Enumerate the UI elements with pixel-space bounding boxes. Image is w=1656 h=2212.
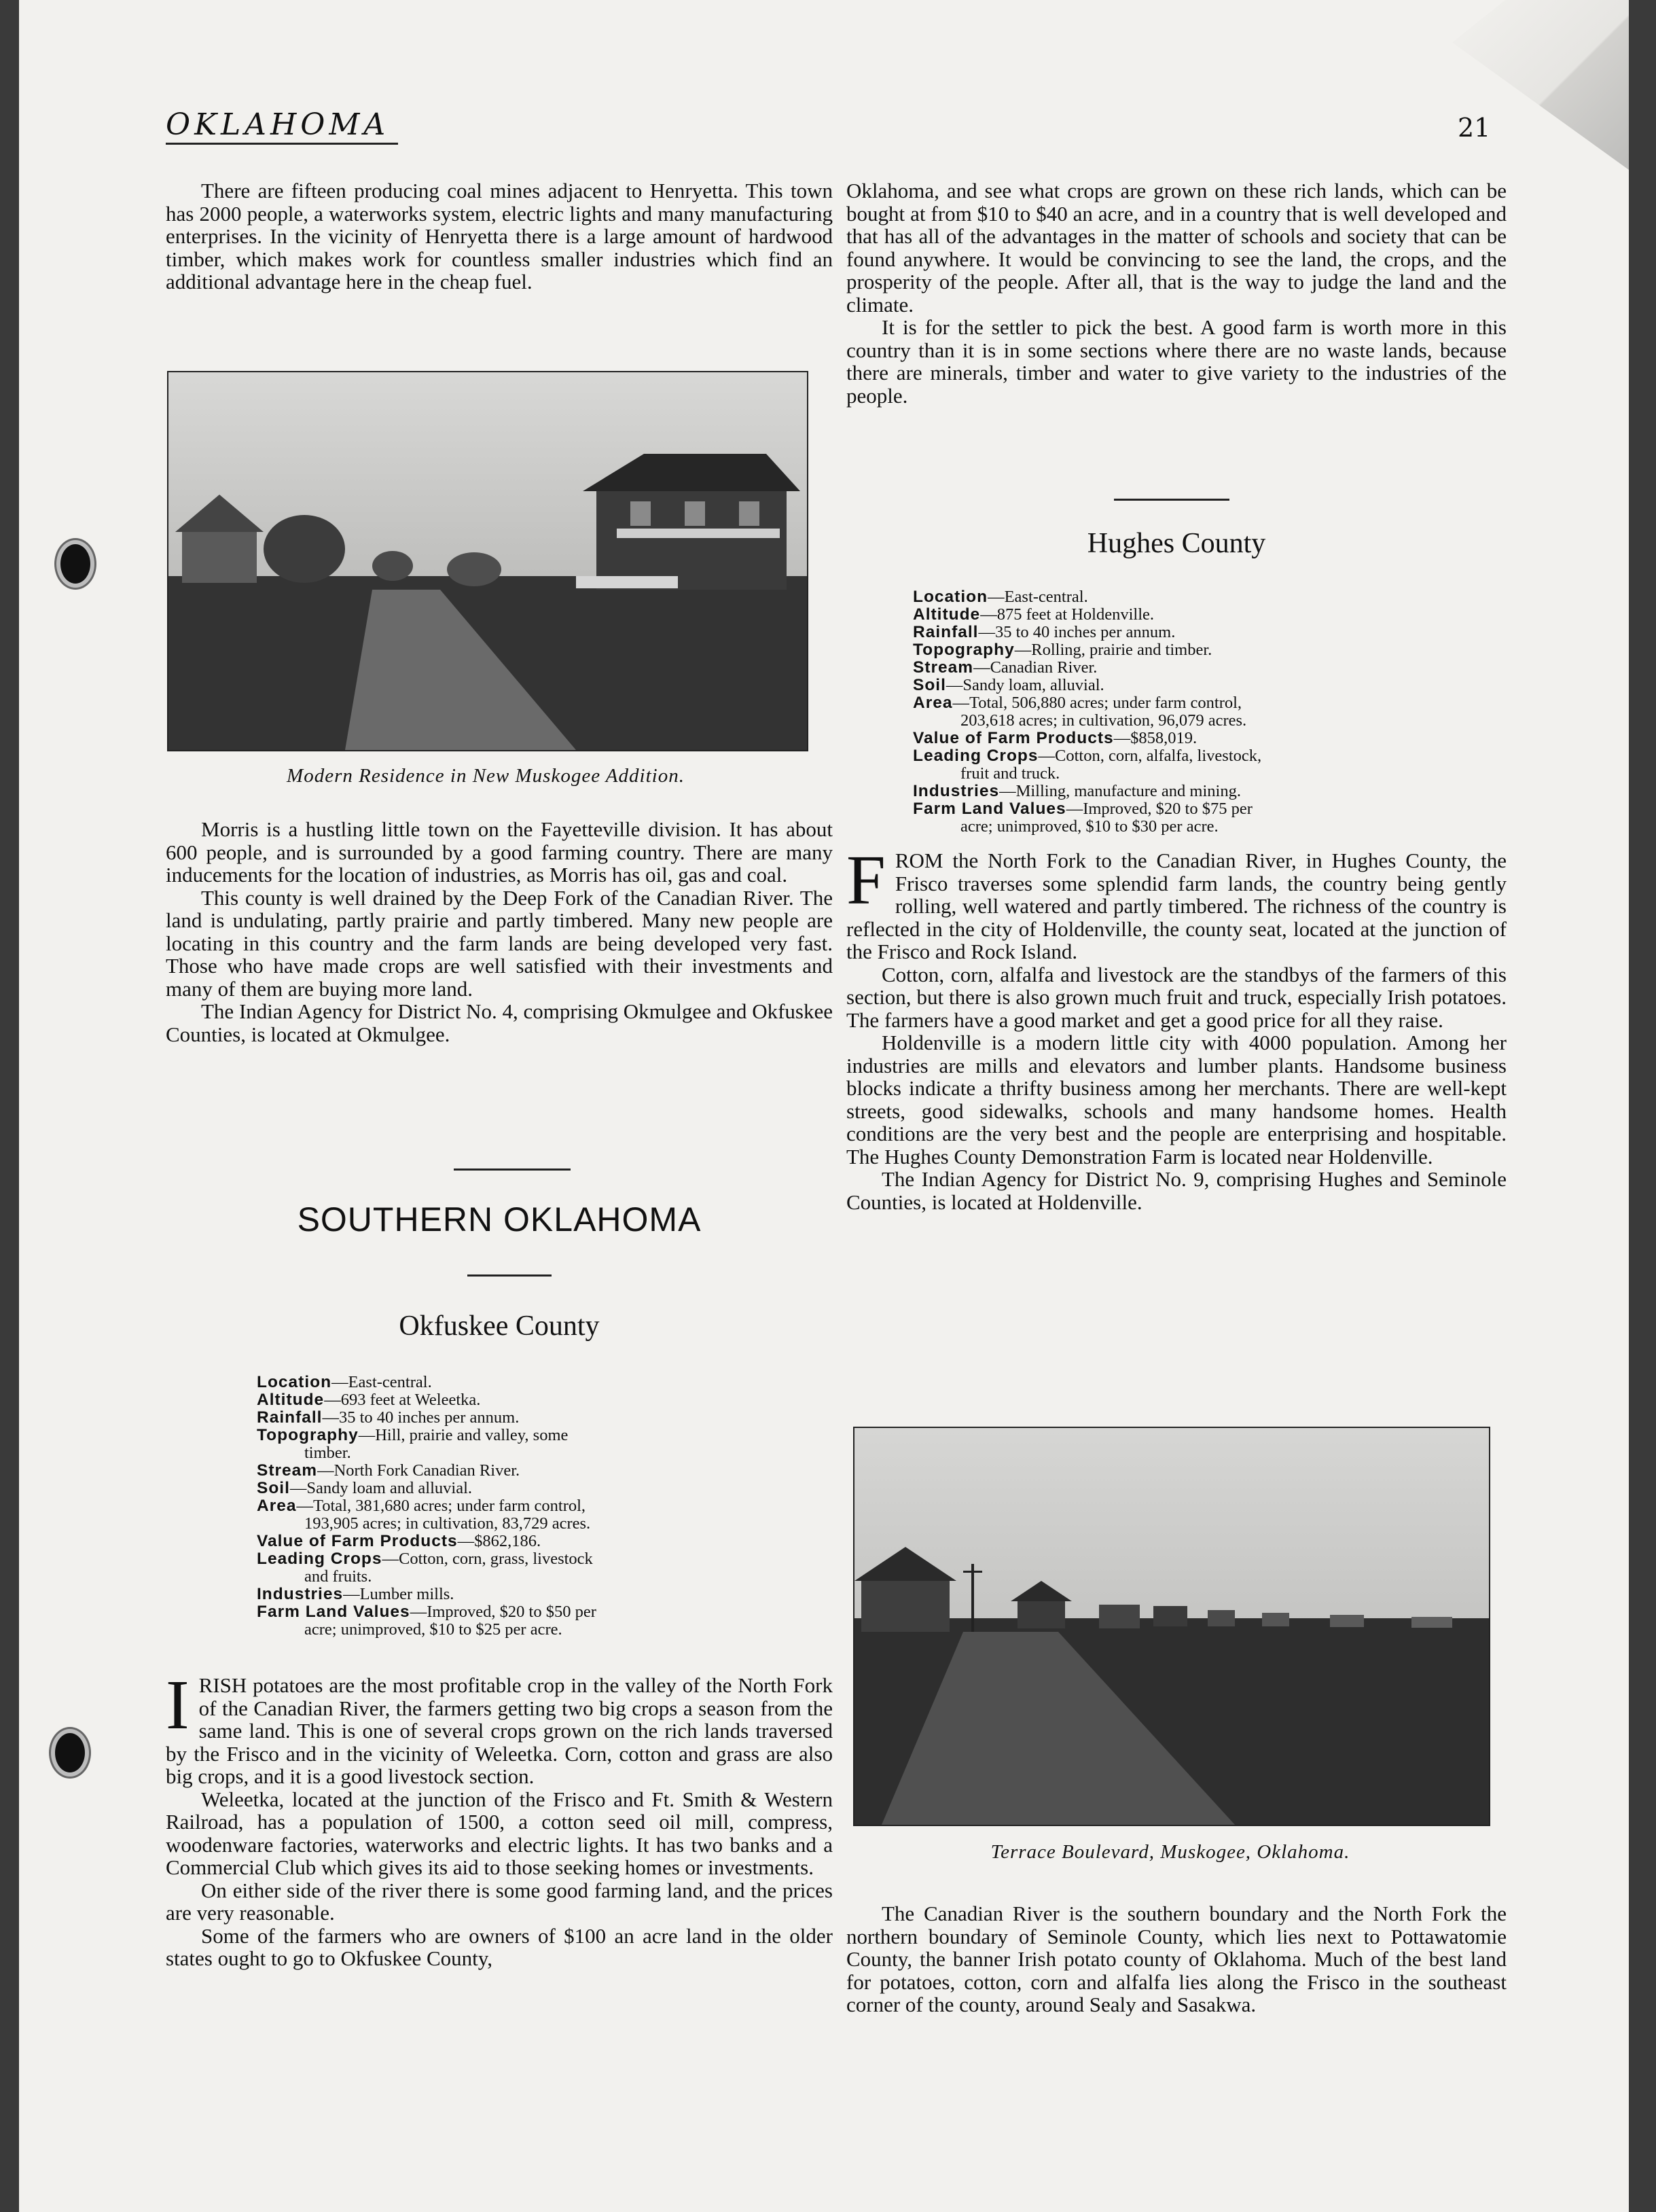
running-header: OKLAHOMA xyxy=(166,107,390,142)
left-paragraphs-3 xyxy=(166,1666,833,1970)
paragraph-farming-land: On either side of the river there is some good farming land, and the prices are very reasonable. xyxy=(166,1878,833,1925)
paragraph-weleetka: Weleetka, located at the junction of the Frisco and Ft. Smith & Western Railroad, has a population of 1500, a cotton seed oil mill, compress, woodenware factories, waterworks and electric lights. It has two banks and a Commercial Club which gives its aid to those seeking homes or investments. xyxy=(166,1787,833,1879)
header-underline xyxy=(166,143,398,145)
photo-terrace-boulevard xyxy=(853,1427,1490,1826)
paragraph-drainage: This county is well drained by the Deep Fork of the Canadian River. The land is undulating, partly prairie and partly timbered. Many new people are locating in this country and the farm lands are being developed very fast. Those who have made crops are well satisfied with their investments and many of them are buying more land. xyxy=(166,885,833,1001)
paragraph-farmers: Some of the farmers who are owners of $100 an acre land in the older states ought to go to Okfuskee County, xyxy=(166,1923,833,1970)
paragraph-standbys: Cotton, corn, alfalfa and livestock are the standbys of the farmers of this section, but there is also grown much fruit and truck, especially Irish potatoes. The farmers have a good market and get a good price for all they raise. xyxy=(846,962,1507,1032)
fact-value: Value of Farm Products—$862,186. xyxy=(257,1532,541,1550)
fact-area: Area—Total, 381,680 acres; under farm control, 193,905 acres; in cultivation, 83,729 acres. xyxy=(257,1497,591,1533)
paragraph-agency-4: The Indian Agency for District No. 4, comprising Okmulgee and Okfuskee Counties, is located at Okmulgee. xyxy=(166,999,833,1046)
page xyxy=(19,0,1629,2212)
section-heading-southern-oklahoma: SOUTHERN OKLAHOMA xyxy=(297,1200,702,1238)
paragraph-settler: It is for the settler to pick the best. A good farm is worth more in this country than it is in some sections where there are no waste lands, because there are minerals, timber and water to give variety to the industries of the people. xyxy=(846,315,1507,408)
paragraph-holdenville: Holdenville is a modern little city with 4000 population. Among her industries are mills and elevators and lumber plants. Handsome business blocks indicate a thrifty business among her merchants. There are well-kept streets, good sidewalks, schools and many handsome homes. Health conditions are the very best and the people are enterprising and hospitable. The Hughes County Demonstration Farm is located near Holdenville. xyxy=(846,1031,1507,1169)
fact-altitude: Altitude—875 feet at Holdenville. xyxy=(913,605,1155,624)
section-divider xyxy=(454,1169,571,1171)
photo-modern-residence xyxy=(167,371,808,751)
dropcap-i: I xyxy=(166,1666,190,1744)
fact-rainfall: Rainfall—35 to 40 inches per annum. xyxy=(913,623,1176,641)
right-paragraphs-3 xyxy=(846,1902,1507,2016)
fact-topography: Topography—Hill, prairie and valley, some timber. xyxy=(257,1426,569,1462)
photo-terrace-boulevard-image xyxy=(854,1428,1489,1825)
paragraph-north-fork: FROM the North Fork to the Canadian River, in Hughes County, the Frisco traverses some splendid farm lands, the country being gently rolling, well watered and partly timbered. The richness of the country is reflected in the city of Holdenville, the county seat, located at the junction of the Frisco and Rock Island. xyxy=(846,841,1507,963)
page-number: 21 xyxy=(1458,113,1491,143)
paragraph-morris: Morris is a hustling little town on the Fayetteville division. It has about 600 people, and is surrounded by a good farming country. There are many inducements for the location of industries, as Morris has oil, gas and coal. xyxy=(166,817,833,887)
right-paragraphs-2 xyxy=(846,841,1507,1214)
fact-stream: Stream—Canadian River. xyxy=(913,658,1098,677)
fact-soil: Soil—Sandy loam, alluvial. xyxy=(913,676,1104,694)
paragraph-crops-continued: Oklahoma, and see what crops are grown on these rich lands, which can be bought at from $10 to $40 an acre, and in a country that is well developed and that has all of the advantages in the matter of schools and society that can be found anywhere. It would be convincing to see the land, the crops, and the prosperity of the people. After all, that is the way to judge the land and the climate. xyxy=(846,179,1507,317)
binder-hole-top xyxy=(56,540,94,588)
county-heading-okfuskee: Okfuskee County xyxy=(399,1310,600,1342)
binder-hole-bottom xyxy=(51,1729,89,1777)
paragraph-irish-potatoes: IRISH potatoes are the most profitable crop in the valley of the North Fork of the Canadian River, the farmers getting two big crops a season from the same land. This is one of several crops grown on the rich lands traversed by the Frisco and in the vicinity of Weleetka. Corn, cotton and grass are also big crops, and it is a good livestock section. xyxy=(166,1666,833,1788)
photo-terrace-boulevard-caption: Terrace Boulevard, Muskogee, Oklahoma. xyxy=(990,1841,1350,1863)
right-paragraphs-1 xyxy=(846,179,1507,407)
fact-crops: Leading Crops—Cotton, corn, grass, livestock and fruits. xyxy=(257,1550,593,1586)
dropcap-f: F xyxy=(846,841,886,919)
section-divider-2 xyxy=(467,1274,552,1277)
okfuskee-facts xyxy=(257,1374,773,1639)
fact-soil: Soil—Sandy loam and alluvial. xyxy=(257,1479,473,1497)
fact-industries: Industries—Lumber mills. xyxy=(257,1585,454,1603)
hughes-facts xyxy=(913,588,1470,836)
fact-location: Location—East-central. xyxy=(257,1373,432,1391)
photo-modern-residence-image xyxy=(168,372,807,750)
fact-industries: Industries—Milling, manufacture and mining. xyxy=(913,782,1241,800)
left-paragraphs-2 xyxy=(166,818,833,1046)
paragraph-canadian-river: The Canadian River is the southern boundary and the North Fork the northern boundary of Seminole County, which lies next to Pottawatomie County, the banner Irish potato county of Oklahoma. Much of the best land for potatoes, cotton, corn and alfalfa lies along the Frisco in the southeast corner of the county, around Sealy and Sasakwa. xyxy=(846,1902,1507,2016)
fact-land-values: Farm Land Values—Improved, $20 to $50 per acre; unimproved, $10 to $25 per acre. xyxy=(257,1603,596,1639)
left-paragraph-1: There are fifteen producing coal mines adjacent to Henryetta. This town has 2000 people, a waterworks system, electric lights and many manufacturing enterprises. In the vicinity of Henryetta there is a large amount of hardwood timber, which makes work for countless smaller industries which find an additional advantage here in the cheap fuel. xyxy=(166,179,833,293)
fact-land-values: Farm Land Values—Improved, $20 to $75 per acre; unimproved, $10 to $30 per acre. xyxy=(913,800,1253,836)
paragraph-agency-9: The Indian Agency for District No. 9, comprising Hughes and Seminole Counties, is located at Holdenville. xyxy=(846,1167,1507,1214)
fact-location: Location—East-central. xyxy=(913,588,1088,606)
county-heading-hughes: Hughes County xyxy=(1087,528,1266,559)
photo-modern-residence-caption: Modern Residence in New Muskogee Addition. xyxy=(287,765,685,787)
fact-value: Value of Farm Products—$858,019. xyxy=(913,729,1198,747)
fact-area: Area—Total, 506,880 acres; under farm control, 203,618 acres; in cultivation, 96,079 acres. xyxy=(913,694,1247,730)
hughes-divider xyxy=(1114,499,1229,501)
fact-crops: Leading Crops—Cotton, corn, alfalfa, livestock, fruit and truck. xyxy=(913,747,1262,783)
fact-topography: Topography—Rolling, prairie and timber. xyxy=(913,641,1212,659)
fact-stream: Stream—North Fork Canadian River. xyxy=(257,1461,520,1480)
fact-rainfall: Rainfall—35 to 40 inches per annum. xyxy=(257,1408,520,1427)
fact-altitude: Altitude—693 feet at Weleetka. xyxy=(257,1391,481,1409)
folded-corner xyxy=(1452,0,1629,170)
